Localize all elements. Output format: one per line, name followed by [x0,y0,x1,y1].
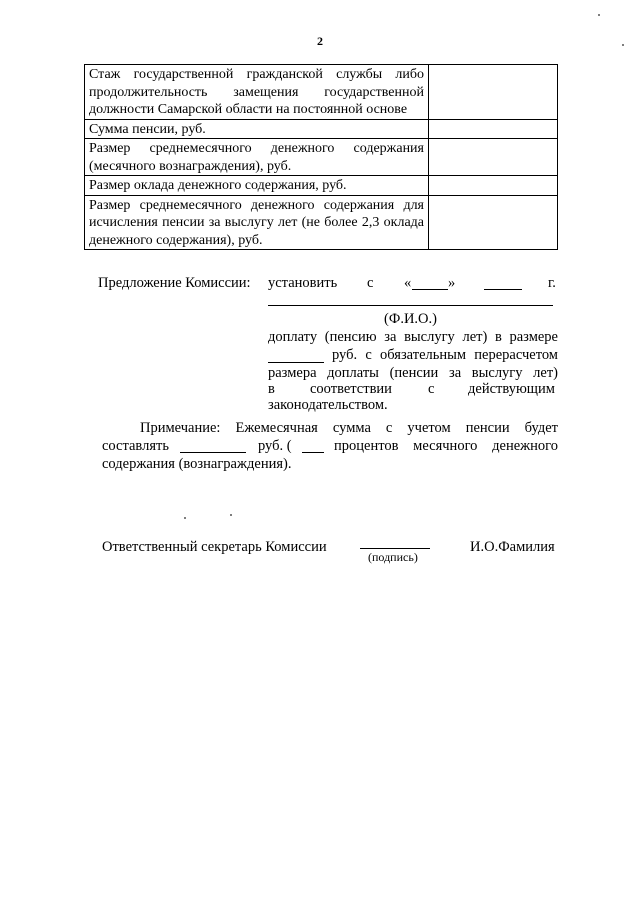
table-cell-label: Стаж государственной гражданской службы либо продолжительность замещения государственной должности Самарской области на постоянной основе [85,65,429,120]
note-line1: Примечание: Ежемесячная сумма с учетом пенсии будет [140,420,558,436]
proposal-body-line1: доплату (пенсию за выслугу лет) в размере [268,329,558,345]
table-cell-label: Размер среднемесячного денежного содержания (месячного вознаграждения), руб. [85,139,429,176]
table-cell-label: Размер среднемесячного денежного содержания для исчисления пенсии за выслугу лет (не более 2,3 оклада денежного содержания), руб. [85,195,429,250]
signature-line [360,548,430,549]
note-percent-blank [302,452,324,453]
table-row [85,139,558,176]
scan-speck [598,14,600,16]
table-row [85,65,558,120]
table-cell-value [429,65,558,120]
proposal-body-line4-w3: с [428,381,435,397]
note-line2-c: процентов месячного денежного [334,438,558,454]
amount-blank [268,362,324,363]
table-row [85,119,558,139]
date-quote-close: » [448,275,456,291]
signature-name: И.О.Фамилия [470,539,555,555]
date-quote-open: « [404,275,412,291]
fio-line [268,305,553,306]
scan-speck [184,517,186,519]
proposal-body-line4-w4: действующим [468,381,555,397]
proposal-body-line5: законодательством. [268,397,388,413]
note-line2-a: составлять [102,438,169,454]
table-row [85,195,558,250]
info-table [84,64,558,250]
proposal-verb: установить [268,275,338,291]
fio-caption: (Ф.И.О.) [384,311,437,327]
proposal-body-line3: размера доплаты (пенсии за выслугу лет) [268,365,558,381]
note-line3: содержания (вознаграждения). [102,456,292,472]
proposal-prep: с [367,275,374,291]
table-row [85,176,558,196]
day-blank [412,289,448,290]
table-cell-value [429,119,558,139]
table-cell-value [429,176,558,196]
proposal-body-line4-w1: в [268,381,275,397]
page-number: 2 [317,34,323,48]
table-cell-label: Размер оклада денежного содержания, руб. [85,176,429,196]
scan-speck [230,514,232,516]
month-blank [484,289,522,290]
note-line2-b: руб. ( [258,438,292,454]
table-cell-value [429,139,558,176]
proposal-body-line2: руб. с обязательным перерасчетом [332,347,558,363]
note-sum-blank [180,452,246,453]
table-cell-value [429,195,558,250]
scan-speck [622,44,624,46]
proposal-body-line4-w2: соответствии [310,381,392,397]
proposal-lead: Предложение Комиссии: [98,275,251,291]
signature-role: Ответственный секретарь Комиссии [102,539,327,555]
signature-caption: (подпись) [368,550,418,564]
year-suffix: г. [548,275,556,291]
table-cell-label: Сумма пенсии, руб. [85,119,429,139]
